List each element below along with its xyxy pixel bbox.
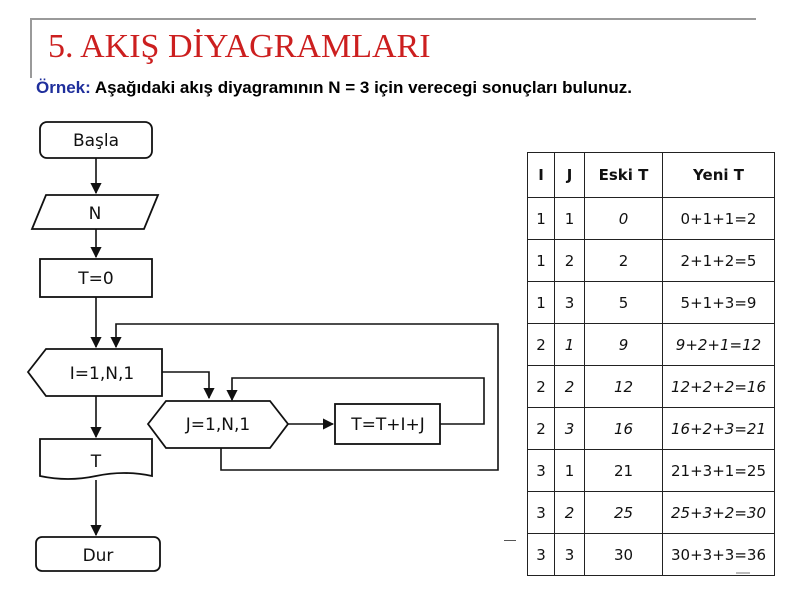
cell-j: 1 xyxy=(555,198,585,240)
inner-loop-label: J=1,N,1 xyxy=(185,415,251,435)
process-label: T=T+I+J xyxy=(351,415,425,435)
cell-new-t: 2+1+2=5 xyxy=(663,240,775,282)
stray-dash-mark xyxy=(504,540,516,541)
cell-i: 2 xyxy=(528,408,555,450)
page-number-mark xyxy=(736,572,750,574)
end-label: Dur xyxy=(82,546,114,566)
cell-j: 2 xyxy=(555,492,585,534)
header-i: I xyxy=(528,153,555,198)
cell-old-t: 21 xyxy=(585,450,663,492)
cell-old-t: 5 xyxy=(585,282,663,324)
cell-old-t: 16 xyxy=(585,408,663,450)
table-row xyxy=(528,324,775,366)
output-label: T xyxy=(90,452,102,472)
table-row xyxy=(528,198,775,240)
cell-old-t: 9 xyxy=(585,324,663,366)
cell-old-t: 0 xyxy=(585,198,663,240)
cell-old-t: 12 xyxy=(585,366,663,408)
cell-i: 2 xyxy=(528,324,555,366)
cell-new-t: 25+3+2=30 xyxy=(663,492,775,534)
cell-j: 2 xyxy=(555,240,585,282)
cell-new-t: 16+2+3=21 xyxy=(663,408,775,450)
cell-new-t: 9+2+1=12 xyxy=(663,324,775,366)
table-row xyxy=(528,408,775,450)
table-header-row xyxy=(528,153,775,198)
outer-loop-label: I=1,N,1 xyxy=(69,364,135,384)
table-row xyxy=(528,492,775,534)
cell-new-t: 30+3+3=36 xyxy=(663,534,775,576)
cell-i: 1 xyxy=(528,198,555,240)
trace-table xyxy=(527,152,775,576)
init-label: T=0 xyxy=(78,269,114,289)
table-row xyxy=(528,240,775,282)
cell-old-t: 25 xyxy=(585,492,663,534)
header-new-t: Yeni T xyxy=(663,153,775,198)
subtitle-label: Örnek: xyxy=(36,78,91,97)
cell-i: 1 xyxy=(528,240,555,282)
cell-i: 3 xyxy=(528,534,555,576)
header-old-t: Eski T xyxy=(585,153,663,198)
cell-i: 3 xyxy=(528,450,555,492)
table-row xyxy=(528,534,775,576)
slide-title: 5. AKIŞ DİYAGRAMLARI xyxy=(48,28,431,65)
cell-old-t: 2 xyxy=(585,240,663,282)
cell-new-t: 5+1+3=9 xyxy=(663,282,775,324)
subtitle-text: Aşağıdaki akış diyagramının N = 3 için verecegi sonuçları bulunuz. xyxy=(94,78,632,97)
cell-new-t: 12+2+2=16 xyxy=(663,366,775,408)
table-row xyxy=(528,282,775,324)
cell-j: 3 xyxy=(555,282,585,324)
cell-i: 3 xyxy=(528,492,555,534)
cell-old-t: 30 xyxy=(585,534,663,576)
cell-j: 1 xyxy=(555,324,585,366)
header-j: J xyxy=(555,153,585,198)
cell-j: 3 xyxy=(555,408,585,450)
cell-i: 1 xyxy=(528,282,555,324)
cell-j: 3 xyxy=(555,534,585,576)
cell-j: 2 xyxy=(555,366,585,408)
cell-j: 1 xyxy=(555,450,585,492)
cell-i: 2 xyxy=(528,366,555,408)
start-label: Başla xyxy=(72,131,120,151)
cell-new-t: 21+3+1=25 xyxy=(663,450,775,492)
table-row xyxy=(528,366,775,408)
table-row xyxy=(528,450,775,492)
cell-new-t: 0+1+1=2 xyxy=(663,198,775,240)
input-label: N xyxy=(88,204,102,224)
